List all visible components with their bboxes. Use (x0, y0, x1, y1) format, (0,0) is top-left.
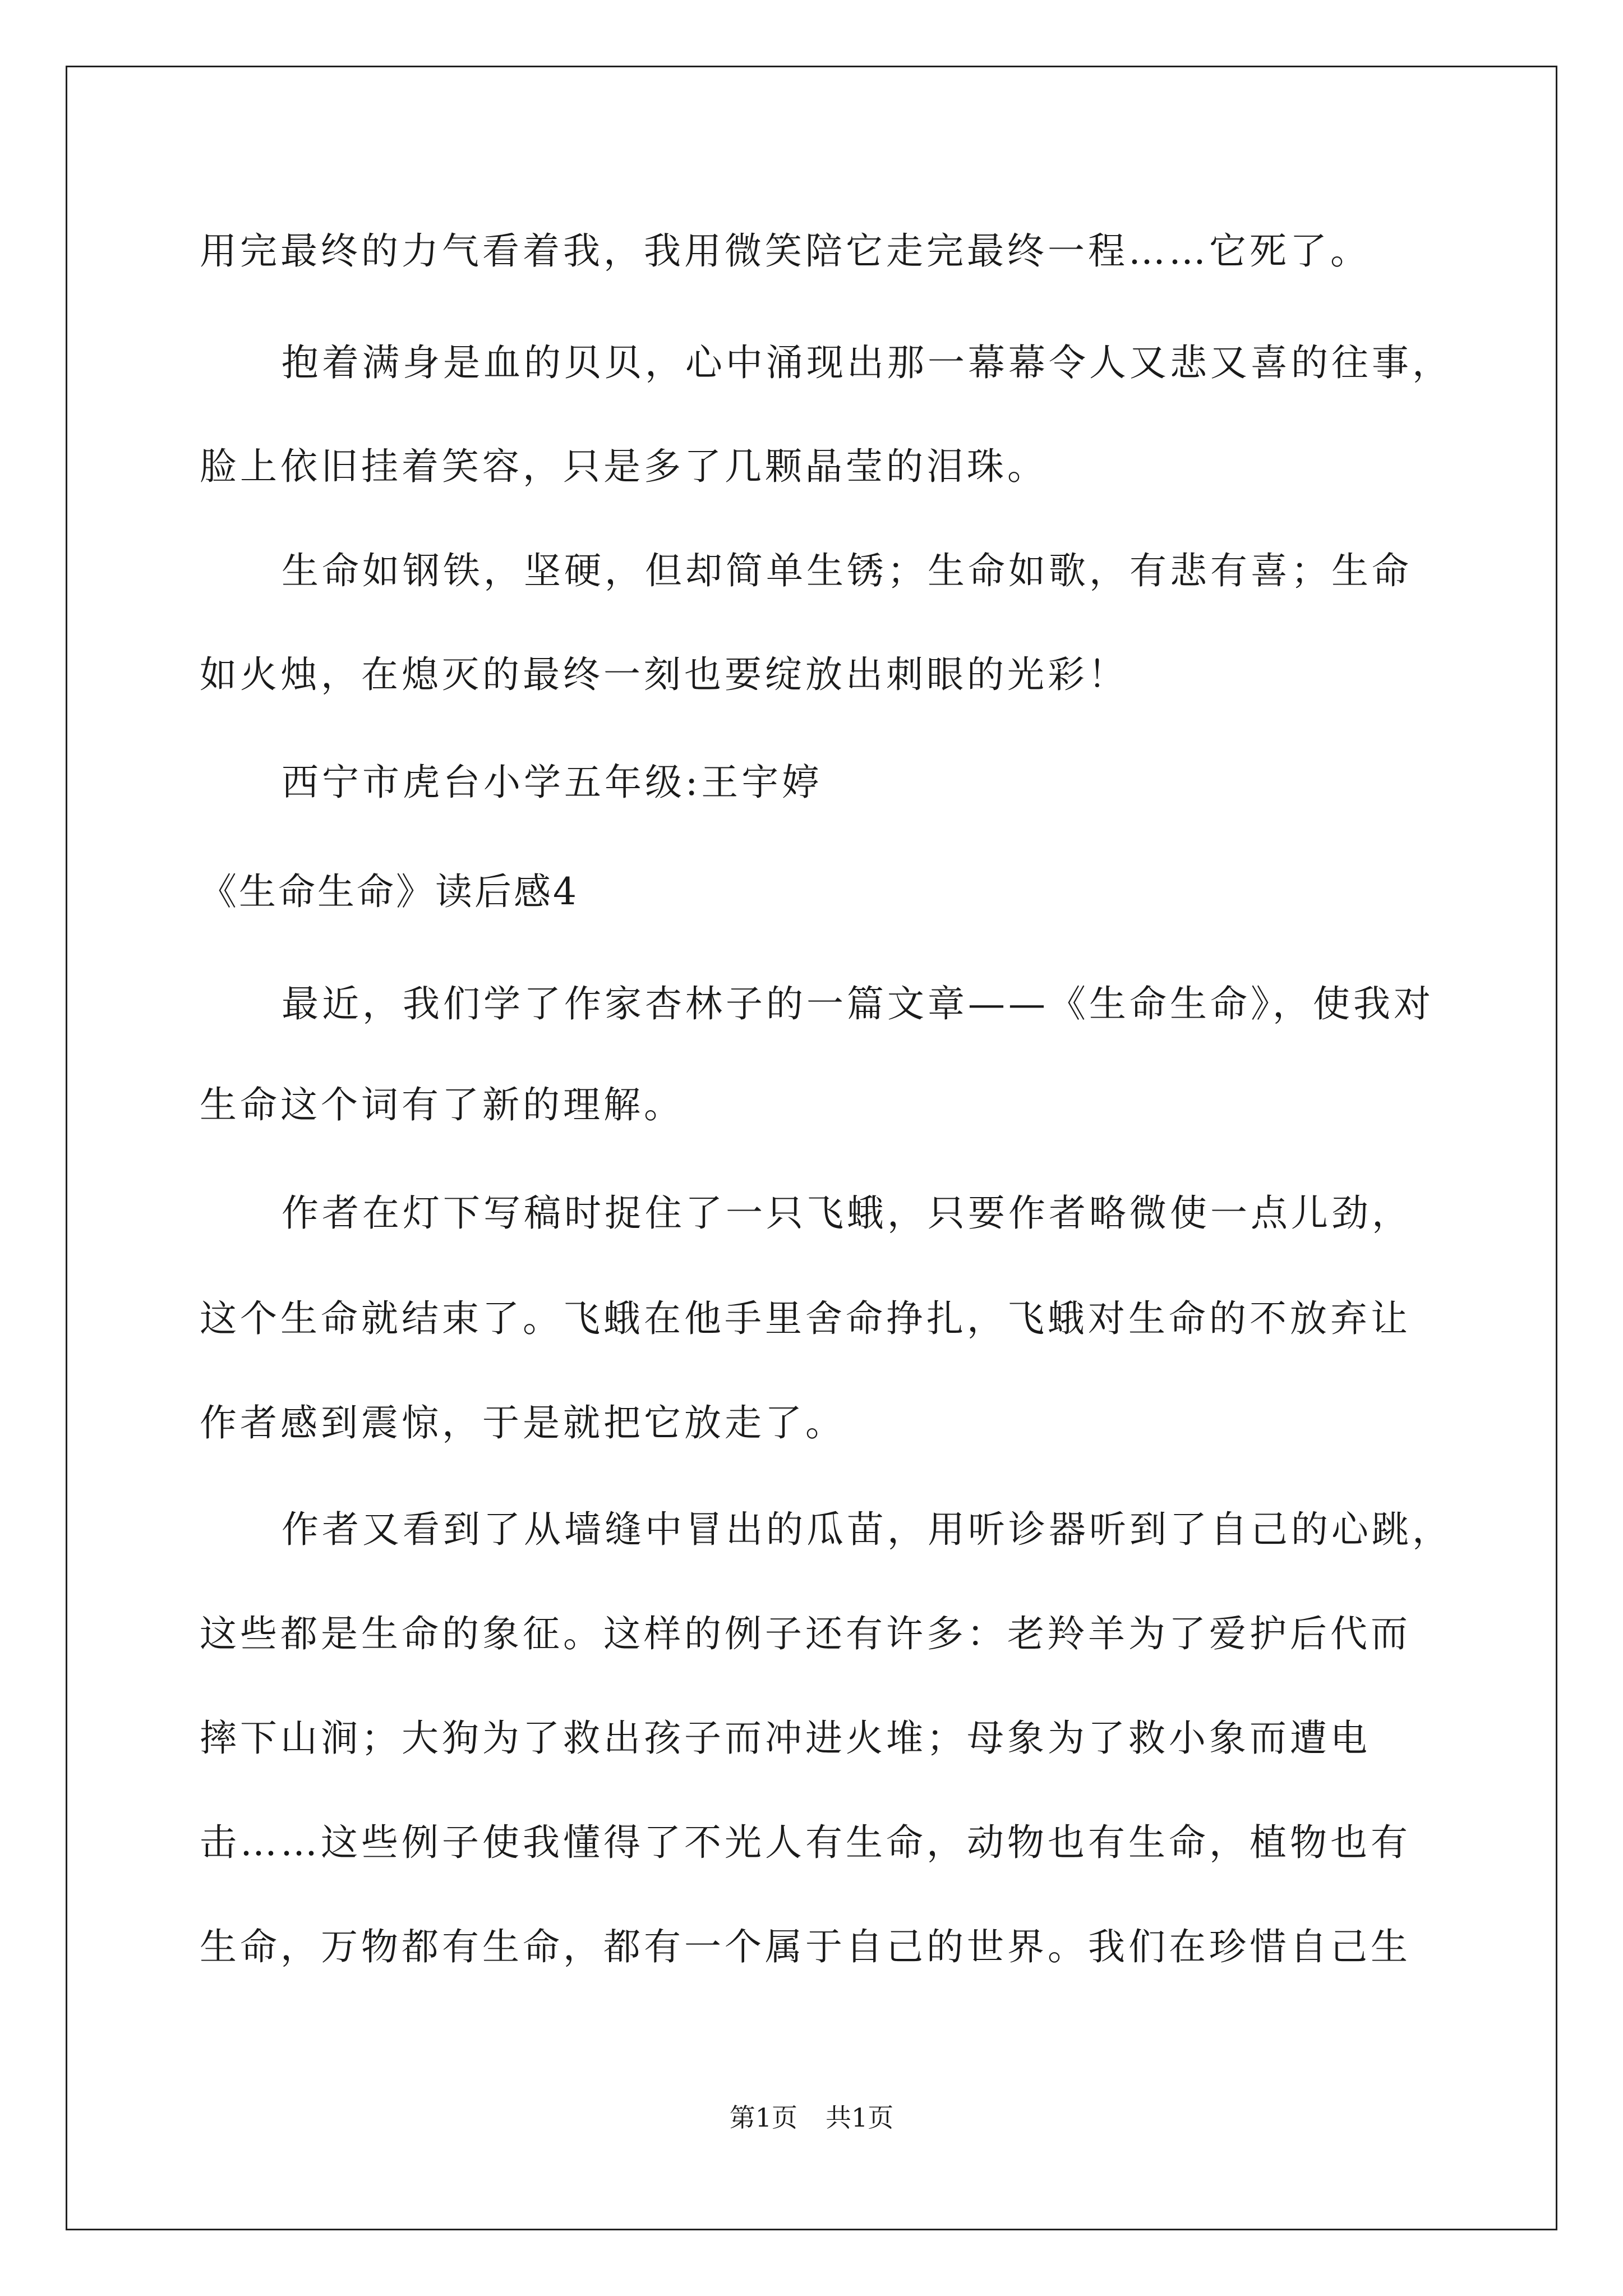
paragraph-line: 生命如钢铁，坚硬，但却简单生锈；生命如歌，有悲有喜；生命 (282, 549, 1412, 592)
page-number: 第1页 (729, 2102, 797, 2133)
paragraph-line: 抱着满身是血的贝贝，心中涌现出那一幕幕令人又悲又喜的往事， (282, 341, 1453, 384)
section-heading: 《生命生命》读后感4 (200, 870, 579, 913)
page-footer (0, 2101, 1623, 2134)
paragraph-line: 摔下山涧；大狗为了救出孩子而冲进火堆；母象为了救小象而遭电 (200, 1717, 1371, 1760)
paragraph-line: 生命，万物都有生命，都有一个属于自己的世界。我们在珍惜自己生 (200, 1925, 1411, 1968)
paragraph-line: 击……这些例子使我懂得了不光人有生命，动物也有生命，植物也有 (200, 1821, 1411, 1864)
paragraph-line: 用完最终的力气看着我，我用微笑陪它走完最终一程……它死了。 (200, 229, 1371, 273)
author-signature: 西宁市虎台小学五年级:王宇婷 (282, 761, 823, 804)
paragraph-line: 脸上依旧挂着笑容，只是多了几颗晶莹的泪珠。 (200, 445, 1048, 488)
paragraph-line: 生命这个词有了新的理解。 (200, 1083, 684, 1126)
paragraph-line: 这个生命就结束了。飞蛾在他手里舍命挣扎，飞蛾对生命的不放弃让 (200, 1297, 1411, 1340)
paragraph-line: 作者又看到了从墙缝中冒出的瓜苗，用听诊器听到了自己的心跳， (282, 1508, 1453, 1551)
paragraph-line: 如火烛，在熄灭的最终一刻也要绽放出刺眼的光彩！ (200, 653, 1128, 696)
paragraph-line: 最近，我们学了作家杏林子的一篇文章——《生命生命》，使我对 (282, 982, 1434, 1025)
page-total: 共1页 (826, 2102, 894, 2133)
paragraph-line: 作者在灯下写稿时捉住了一只飞蛾，只要作者略微使一点儿劲， (282, 1191, 1412, 1235)
paragraph-line: 作者感到震惊，于是就把它放走了。 (200, 1401, 846, 1444)
paragraph-line: 这些都是生命的象征。这样的例子还有许多：老羚羊为了爱护后代而 (200, 1612, 1411, 1655)
